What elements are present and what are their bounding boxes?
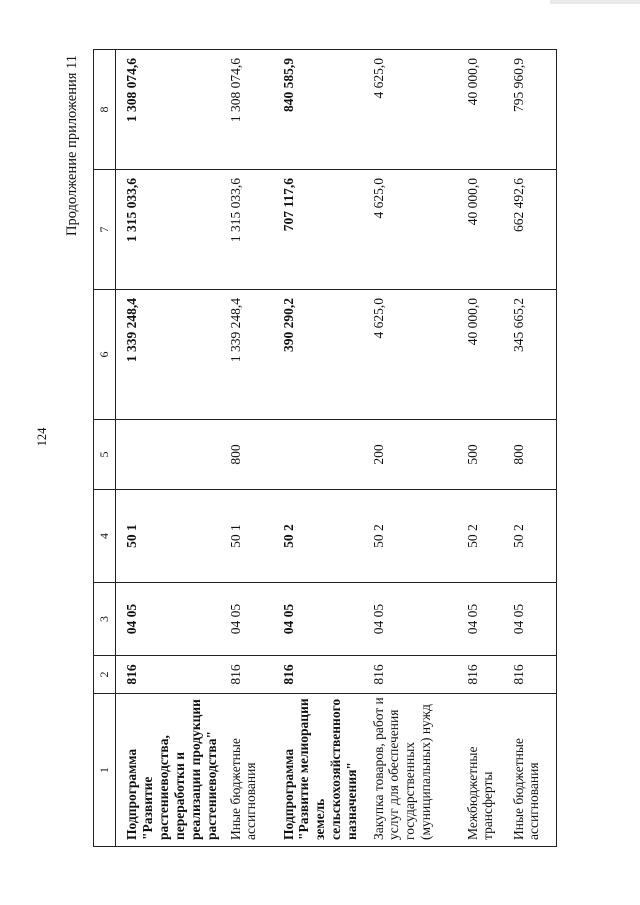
table-row	[273, 50, 363, 847]
row-section-code: 04 05	[116, 583, 220, 656]
row-name: Межбюджетные трансферты	[457, 694, 503, 847]
row-section-code: 04 05	[220, 583, 273, 656]
row-amount-col7: 1 315 033,6	[116, 170, 220, 290]
page-number: 124	[35, 427, 49, 447]
column-header-6: 6	[94, 290, 116, 420]
column-header-5: 5	[94, 420, 116, 490]
row-target-code: 50 2	[503, 490, 557, 583]
row-amount-col8: 840 585,9	[273, 50, 363, 170]
column-header-2: 2	[94, 656, 116, 694]
row-name: Закупка товаров, работ и услуг для обеспечения государственных (муниципальных) нужд	[363, 694, 457, 847]
table-row	[503, 50, 557, 847]
row-ministry-code: 816	[503, 656, 557, 694]
row-expense-type: 800	[503, 420, 557, 490]
row-amount-col8: 1 308 074,6	[220, 50, 273, 170]
row-amount-col7: 1 315 033,6	[220, 170, 273, 290]
row-amount-col6: 1 339 248,4	[220, 290, 273, 420]
row-target-code: 50 2	[273, 490, 363, 583]
row-expense-type: 800	[220, 420, 273, 490]
row-ministry-code: 816	[363, 656, 457, 694]
column-header-7: 7	[94, 170, 116, 290]
row-ministry-code: 816	[220, 656, 273, 694]
row-amount-col8: 4 625,0	[363, 50, 457, 170]
row-ministry-code: 816	[116, 656, 220, 694]
column-header-1: 1	[94, 694, 116, 847]
table-row	[363, 50, 457, 847]
column-number-row	[94, 50, 116, 847]
table-row	[457, 50, 503, 847]
table-row	[116, 50, 220, 847]
row-amount-col8: 40 000,0	[457, 50, 503, 170]
row-amount-col8: 1 308 074,6	[116, 50, 220, 170]
row-expense-type: 500	[457, 420, 503, 490]
row-amount-col7: 4 625,0	[363, 170, 457, 290]
column-header-8: 8	[94, 50, 116, 170]
row-name: Подпрограмма "Развитие растениеводства, переработки и реализации продукции растениеводства"	[116, 694, 220, 847]
row-expense-type: 200	[363, 420, 457, 490]
row-section-code: 04 05	[457, 583, 503, 656]
row-amount-col7: 662 492,6	[503, 170, 557, 290]
row-target-code: 50 1	[116, 490, 220, 583]
column-header-4: 4	[94, 490, 116, 583]
row-name: Иные бюджетные ассигнования	[503, 694, 557, 847]
continuation-caption: Продолжение приложения 11	[64, 55, 80, 237]
row-expense-type	[273, 420, 363, 490]
budget-table	[93, 49, 557, 847]
row-name: Иные бюджетные ассигнования	[220, 694, 273, 847]
row-ministry-code: 816	[457, 656, 503, 694]
row-section-code: 04 05	[363, 583, 457, 656]
row-amount-col7: 40 000,0	[457, 170, 503, 290]
row-amount-col6: 40 000,0	[457, 290, 503, 420]
row-amount-col6: 1 339 248,4	[116, 290, 220, 420]
column-header-3: 3	[94, 583, 116, 656]
row-target-code: 50 1	[220, 490, 273, 583]
row-amount-col6: 4 625,0	[363, 290, 457, 420]
row-target-code: 50 2	[457, 490, 503, 583]
row-target-code: 50 2	[363, 490, 457, 583]
row-amount-col6: 345 665,2	[503, 290, 557, 420]
row-amount-col8: 795 960,9	[503, 50, 557, 170]
row-ministry-code: 816	[273, 656, 363, 694]
row-amount-col6: 390 290,2	[273, 290, 363, 420]
row-section-code: 04 05	[273, 583, 363, 656]
row-name: Подпрограмма "Развитие мелиорации земель сельскохозяйственного назначения"	[273, 694, 363, 847]
row-section-code: 04 05	[503, 583, 557, 656]
row-expense-type	[116, 420, 220, 490]
table-row	[220, 50, 273, 847]
row-amount-col7: 707 117,6	[273, 170, 363, 290]
